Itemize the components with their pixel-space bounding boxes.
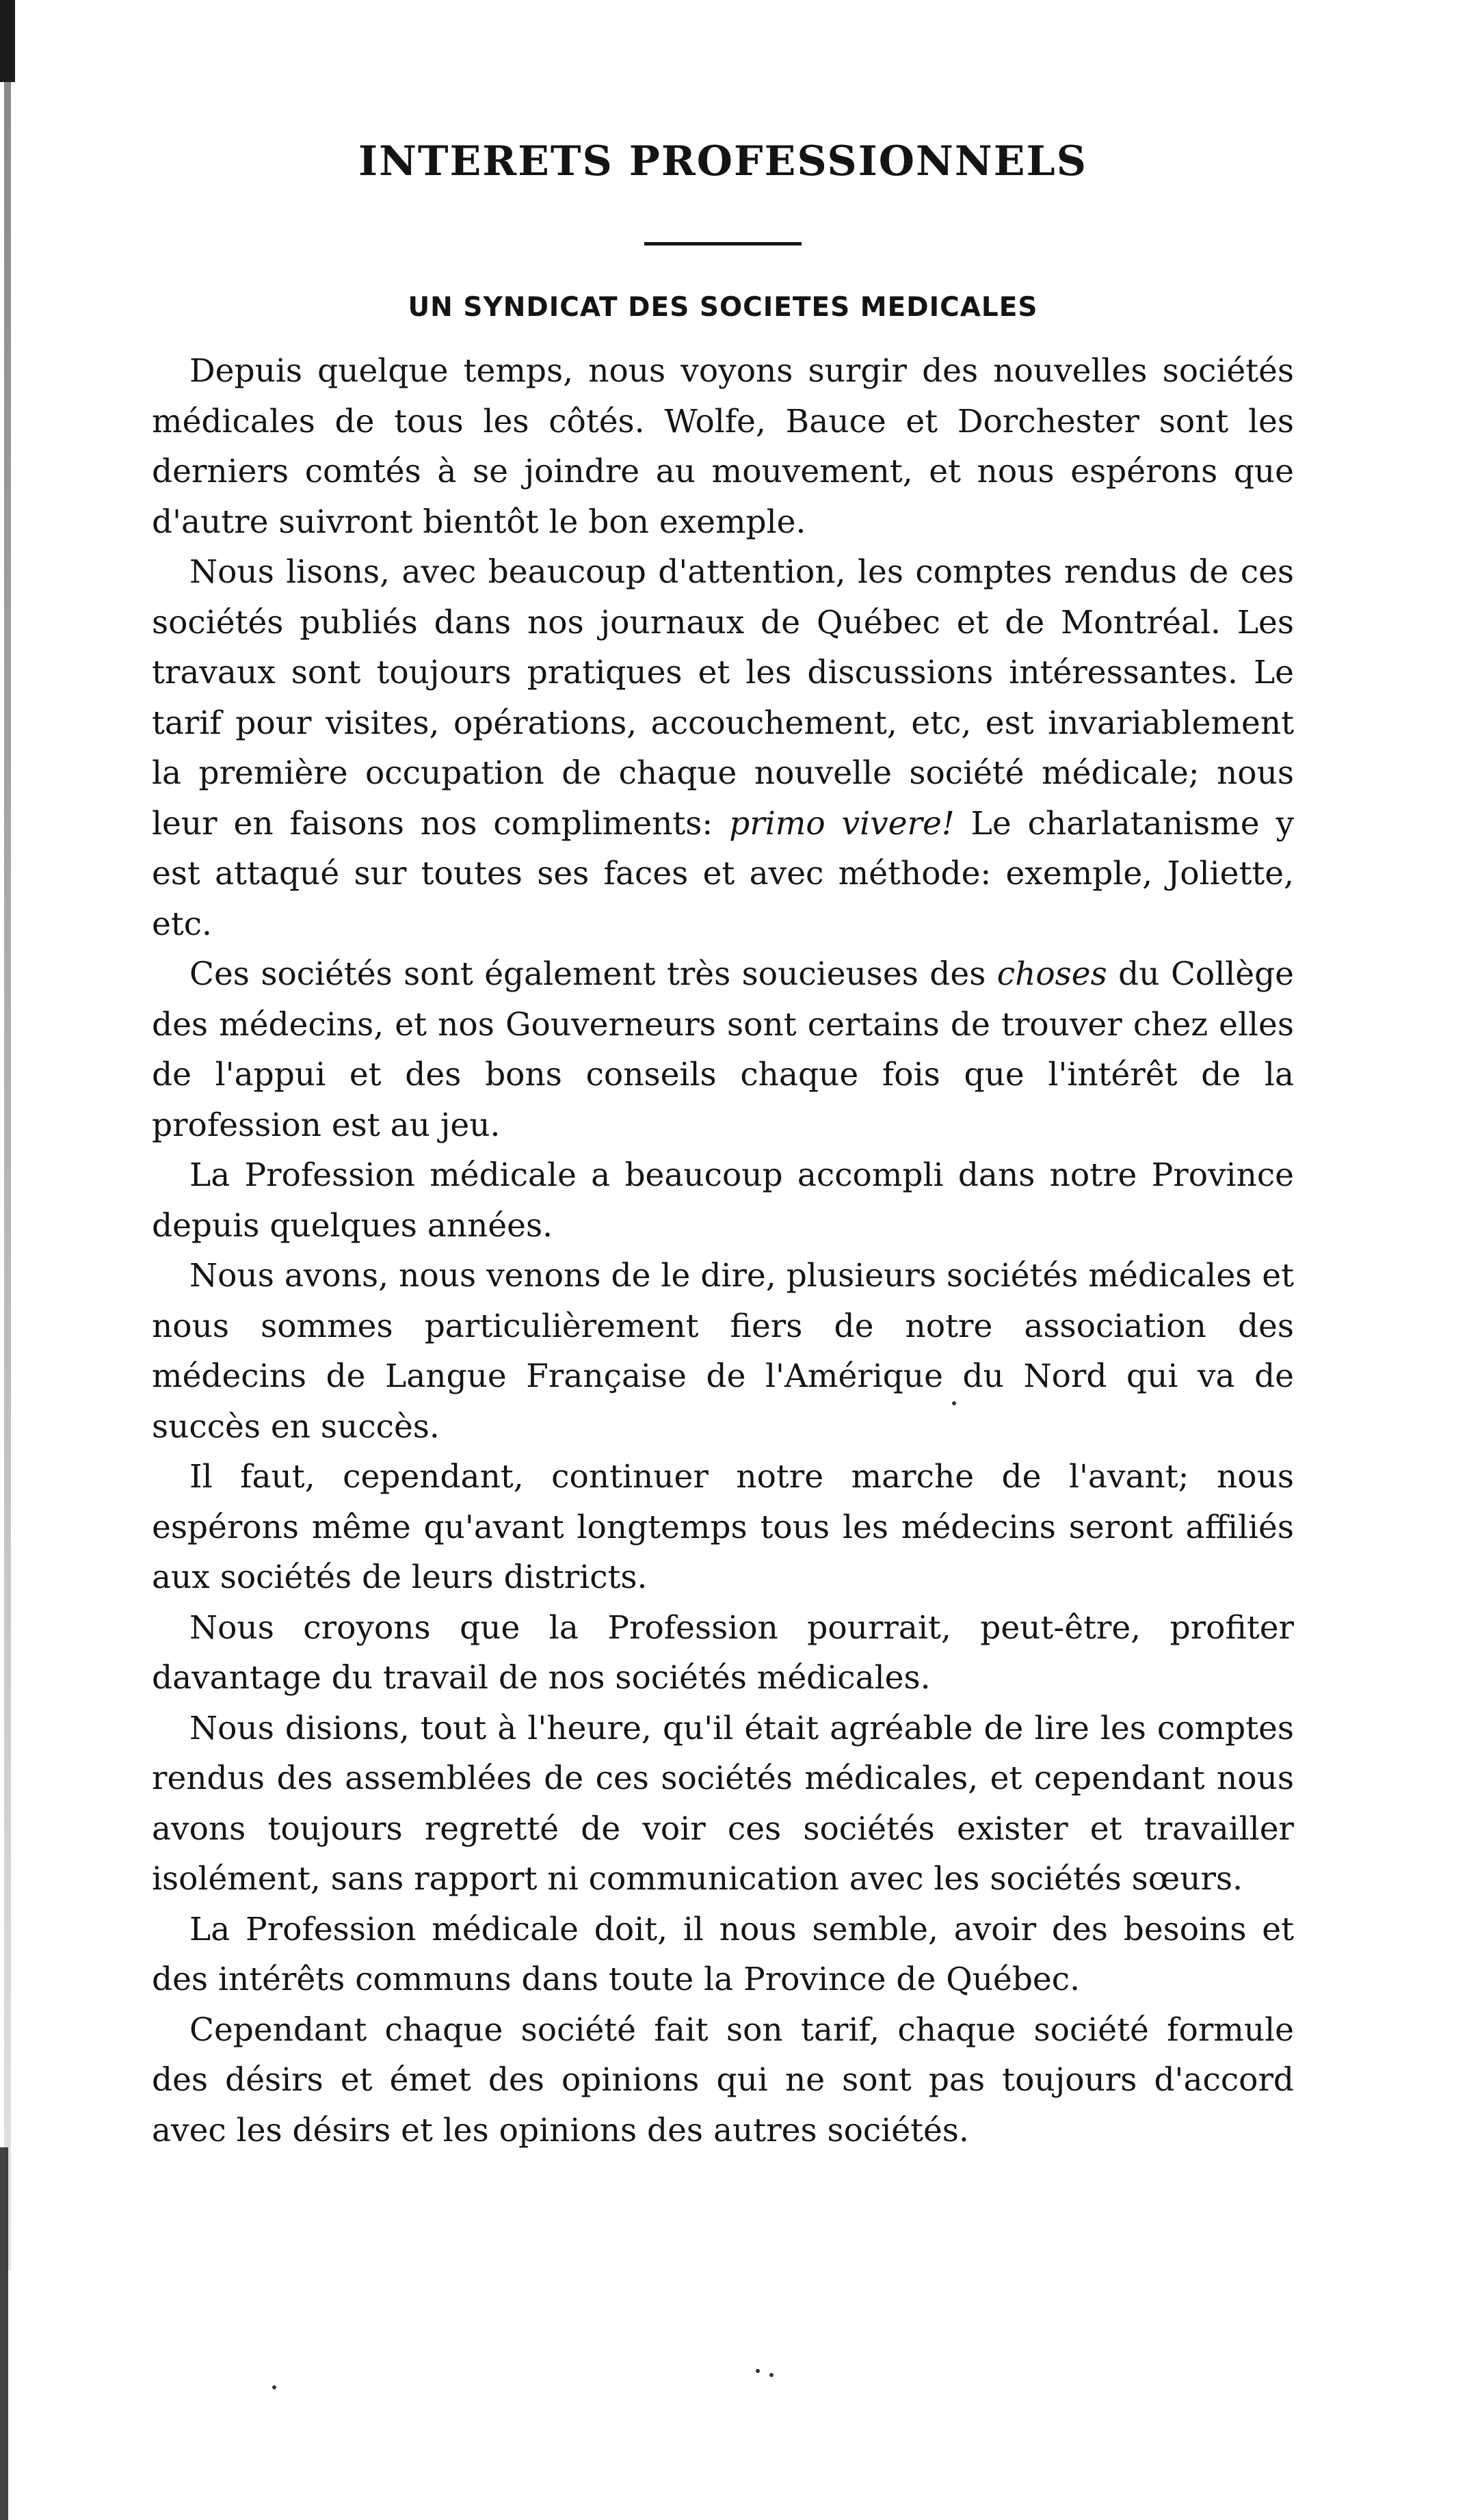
paragraph	[152, 1452, 1294, 1603]
paragraph	[152, 1603, 1294, 1703]
paragraph	[152, 547, 1294, 949]
paragraph-text: Cependant chaque société fait son tarif, chaque société formule des désirs et émet des opinions qui ne sont pas toujours d'accord avec les désirs et les opinions des autres sociétés.	[152, 2011, 1294, 2149]
page-edge-shadow-bottom	[0, 2147, 8, 2520]
paragraph-text: Depuis quelque temps, nous voyons surgir des nouvelles sociétés médicales de tous les côtés. Wolfe, Bauce et Dorchester sont les derniers comtés à se joindre au mouvement, et nous espérons que d'autre suivront bientôt le bon exemple.	[152, 352, 1294, 541]
article-heading: UN SYNDICAT DES SOCIETES MEDICALES	[408, 292, 1038, 323]
paragraph	[152, 949, 1294, 1150]
paragraph	[152, 1251, 1294, 1452]
paragraph-text: Nous disions, tout à l'heure, qu'il était agréable de lire les comptes rendus des assemblées de ces sociétés médicales, et cependant nous avons toujours regretté de voir ces sociétés exister et travailler isolément, sans rapport ni communication avec les sociétés sœurs.	[152, 1709, 1294, 1898]
scan-speck	[769, 2373, 774, 2377]
page-title: INTERETS PROFESSIONNELS	[358, 137, 1087, 185]
page-edge-shadow-top	[0, 0, 15, 82]
paragraph-text: La Profession médicale doit, il nous semble, avoir des besoins et des intérêts communs dans toute la Province de Québec.	[152, 1910, 1294, 1998]
paragraph-text: Ces sociétés sont également très soucieuses des	[189, 955, 997, 993]
page-edge-shadow-spine	[4, 82, 11, 2270]
paragraph-text: Le charlatanisme y est attaqué sur toutes ses faces et avec méthode: exemple, Joliette, etc.	[152, 804, 1295, 943]
italic-word: choses	[996, 955, 1107, 993]
scan-speck	[756, 2369, 760, 2373]
paragraph-text: La Profession médicale a beaucoup accompli dans notre Province depuis quelques années.	[152, 1156, 1294, 1245]
paragraph	[152, 1150, 1294, 1251]
title-rule	[644, 242, 802, 246]
paragraph	[152, 346, 1294, 547]
paragraph-text: du Collège des médecins, et nos Gouverneurs sont certains de trouver chez elles de l'appui et des bons conseils chaque fois que l'intérêt de la profession est au jeu.	[152, 955, 1294, 1144]
paragraph-text: Nous lisons, avec beaucoup d'attention, les comptes rendus de ces sociétés publiés dans nos journaux de Québec et de Montréal. Les travaux sont toujours pratiques et les discussions intéressantes. Le tarif pour visites, opérations, accouchement, etc, est invariablement la première occupation de chaque nouvelle société médicale; nous leur en faisons nos compliments:	[152, 553, 1294, 843]
article	[152, 137, 1294, 2156]
paragraph-text: Il faut, cependant, continuer notre marche de l'avant; nous espérons même qu'avant longtemps tous les médecins seront affiliés aux sociétés de leurs districts.	[152, 1458, 1294, 1596]
paragraph	[152, 1703, 1294, 1905]
italic-phrase: primo vivere!	[729, 804, 955, 843]
paragraph	[152, 2005, 1294, 2156]
paragraph-text: Nous croyons que la Profession pourrait, peut-être, profiter davantage du travail de nos sociétés médicales.	[152, 1608, 1294, 1697]
paragraph	[152, 1905, 1294, 2005]
paragraph-text: Nous avons, nous venons de le dire, plusieurs sociétés médicales et nous sommes particulièrement fiers de notre association des médecins de Langue Française de l'Amérique du Nord qui va de succès en succès.	[152, 1257, 1294, 1446]
scan-speck	[272, 2385, 276, 2389]
article-body	[152, 346, 1294, 2156]
